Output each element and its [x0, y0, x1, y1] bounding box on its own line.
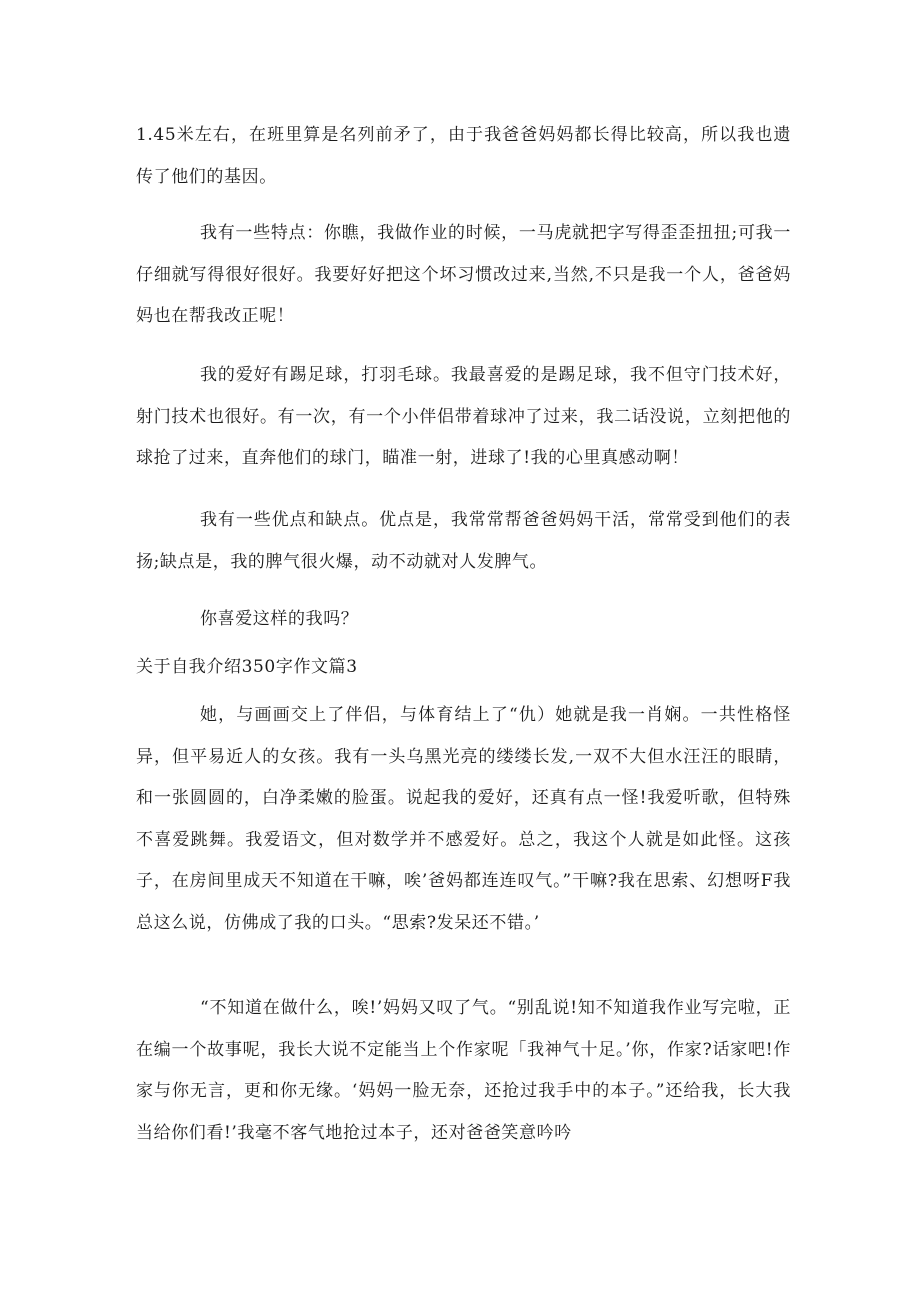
paragraph-5: 你喜爱这样的我吗？	[200, 609, 359, 629]
paragraph-2: 我有一些特点：你瞧，我做作业的时候，一马虎就把字写得歪歪扭扭;可我一仔细就写得很好很好。我要好好把这个坏习惯改过来,当然,不只是我一个人，爸爸妈妈也在帮我改正呢！	[136, 223, 791, 326]
paragraph-3: 我的爱好有踢足球，打羽毛球。我最喜爱的是踢足球，我不但守门技术好，射门技术也很好。有一次，有一个小伴侣带着球冲了过来，我二话没说，立刻把他的球抢了过来，直奔他们的球门，瞄准一射，进球了!我的心里真感动啊！	[136, 365, 791, 468]
paragraph-7: “不知道在做什么，唉!’妈妈又叹了气。“别乱说!知不知道我作业写完啦，正在编一个故事呢，我长大说不定能当上个作家呢「我神气十足。’你，作家?话家吧!作家与你无言，更和你无缘。‘妈妈一脸无奈，还抢过我手中的本子。”还给我，长大我当给你们看!’我毫不客气地抢过本子，还对爸爸笑意吟吟	[136, 998, 791, 1143]
paragraph-1: 1.45米左右，在班里算是名列前矛了，由于我爸爸妈妈都长得比较高，所以我也遗传了他们的基因。	[136, 125, 791, 187]
paragraph-6: 她，与画画交上了伴侣，与体育结上了“仇）她就是我一肖娴。一共性格怪异，但平易近人的女孩。我有一头乌黑光亮的缕缕长发,一双不大但水汪汪的眼睛，和一张圆圆的，白净柔嫩的脸蛋。说起我的爱好，还真有点一怪!我爱听歌，但特殊不喜爱跳舞。我爱语文，但对数学并不感爱好。总之，我这个人就是如此怪。这孩子，在房间里成天不知道在干嘛，唉’爸妈都连连叹气。”干嘛?我在思索、幻想呀F我总这么说，仿佛成了我的口头。“思索?发呆还不错。’	[136, 705, 791, 933]
section-heading: 关于自我介绍350字作文篇3	[136, 657, 358, 677]
paragraph-4: 我有一些优点和缺点。优点是，我常常帮爸爸妈妈干活，常常受到他们的表扬;缺点是，我的脾气很火爆，动不动就对人发脾气。	[136, 510, 791, 572]
